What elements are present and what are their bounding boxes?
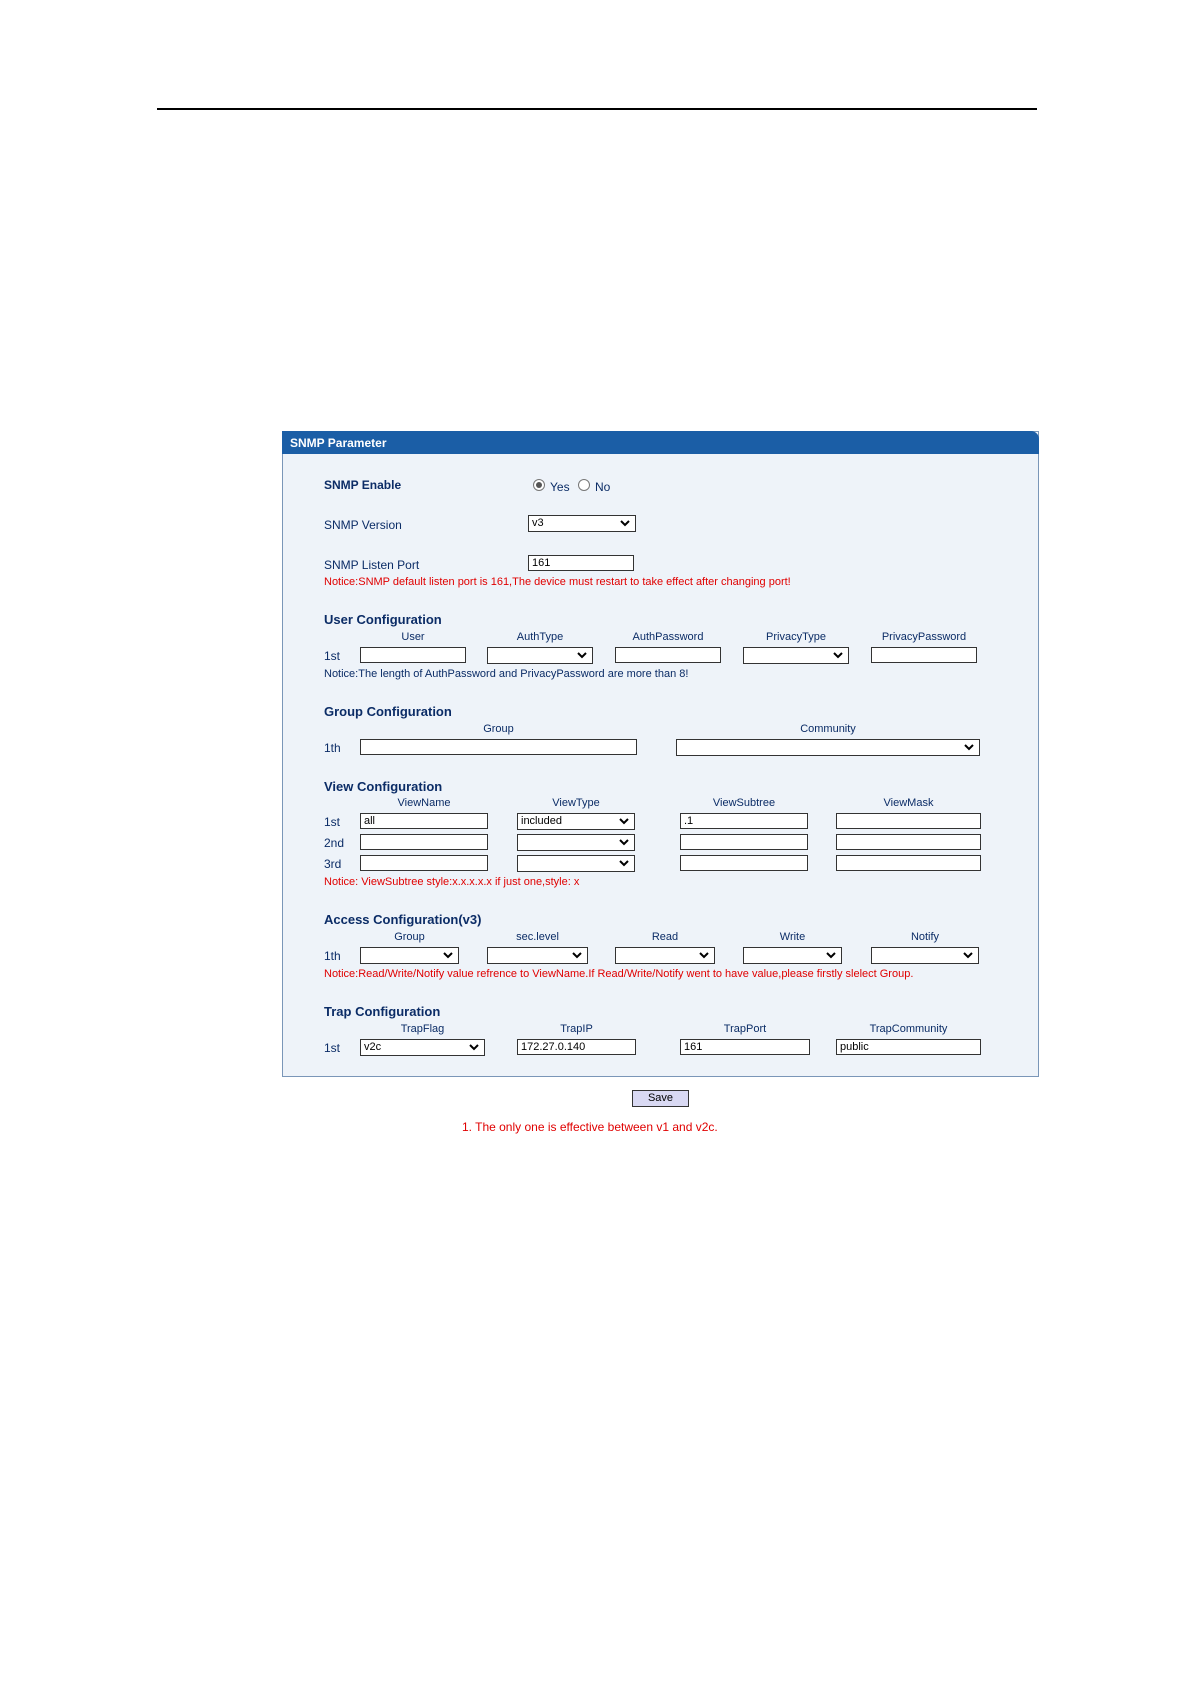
panel-title: SNMP Parameter — [290, 436, 387, 450]
chevron-down-icon — [576, 649, 588, 661]
read-select[interactable] — [615, 947, 715, 964]
access-config-notice: Notice:Read/Write/Notify value refrence to ViewName.If Read/Write/Notify went to have value,please firstly slelect Group. — [324, 968, 914, 980]
view-row-label: 3rd — [324, 857, 342, 871]
seclevel-header: sec.level — [516, 931, 559, 943]
viewname-input[interactable] — [360, 855, 488, 871]
access-row-label: 1th — [324, 949, 341, 963]
viewsubtree-input[interactable]: .1 — [680, 813, 808, 829]
chevron-down-icon — [571, 949, 583, 961]
privacytype-header: PrivacyType — [766, 631, 826, 643]
privacypassword-header: PrivacyPassword — [881, 631, 967, 643]
trapcommunity-input[interactable]: public — [836, 1039, 981, 1055]
snmp-version-select[interactable] — [528, 515, 636, 532]
panel-header — [282, 431, 1039, 454]
listen-port-label: SNMP Listen Port — [324, 558, 420, 572]
write-select[interactable] — [743, 947, 842, 964]
user-row-label: 1st — [324, 649, 341, 663]
listen-port-input[interactable]: 161 — [528, 555, 634, 571]
viewmask-header: ViewMask — [883, 797, 934, 809]
trap-config-title: Trap Configuration — [324, 1004, 441, 1019]
authtype-select[interactable] — [487, 647, 593, 664]
viewsubtree-header: ViewSubtree — [712, 797, 776, 809]
viewmask-input[interactable] — [836, 834, 981, 850]
viewsubtree-input[interactable] — [680, 855, 808, 871]
page-top-rule — [157, 108, 1037, 110]
user-input[interactable] — [360, 647, 466, 663]
notify-select[interactable] — [871, 947, 979, 964]
group-input[interactable] — [360, 739, 637, 755]
snmp-version-label: SNMP Version — [324, 518, 402, 532]
authpassword-header: AuthPassword — [632, 631, 704, 643]
community-header: Community — [800, 723, 856, 735]
viewtype-value: included — [521, 815, 562, 827]
snmp-enable-yes-label: Yes — [550, 480, 570, 494]
chevron-down-icon — [698, 949, 710, 961]
trapport-header: TrapPort — [723, 1023, 767, 1035]
viewmask-input[interactable] — [836, 813, 981, 829]
save-button[interactable]: Save — [632, 1090, 689, 1107]
user-config-title: User Configuration — [324, 612, 442, 627]
view-config-title: View Configuration — [324, 779, 443, 794]
snmp-enable-yes-radio[interactable] — [533, 479, 545, 491]
user-config-notice: Notice:The length of AuthPassword and PrivacyPassword are more than 8! — [324, 668, 689, 680]
chevron-down-icon — [442, 949, 454, 961]
privacypassword-input[interactable] — [871, 647, 977, 663]
view-row-label: 2nd — [324, 836, 345, 850]
view-row-label: 1st — [324, 815, 341, 829]
read-header: Read — [651, 931, 679, 943]
viewtype-select[interactable] — [517, 834, 635, 851]
viewname-header: ViewName — [397, 797, 451, 809]
access-group-select[interactable] — [360, 947, 459, 964]
user-header: User — [401, 631, 425, 643]
trapflag-header: TrapFlag — [400, 1023, 445, 1035]
viewtype-select[interactable] — [517, 813, 635, 830]
trap-row-label: 1st — [324, 1041, 341, 1055]
chevron-down-icon — [618, 815, 630, 827]
viewsubtree-input[interactable] — [680, 834, 808, 850]
access-config-title: Access Configuration(v3) — [324, 912, 482, 927]
chevron-down-icon — [618, 836, 630, 848]
chevron-down-icon — [963, 741, 975, 753]
view-config-notice: Notice: ViewSubtree style:x.x.x.x.x if just one,style: x — [324, 876, 580, 888]
footnote: 1. The only one is effective between v1 and v2c. — [462, 1120, 718, 1134]
group-config-title: Group Configuration — [324, 704, 452, 719]
privacytype-select[interactable] — [743, 647, 849, 664]
chevron-down-icon — [825, 949, 837, 961]
snmp-version-value: v3 — [532, 517, 544, 529]
trapcommunity-header: TrapCommunity — [869, 1023, 948, 1035]
snmp-enable-no-label: No — [595, 480, 611, 494]
snmp-enable-no-radio[interactable] — [578, 479, 590, 491]
viewname-input[interactable] — [360, 834, 488, 850]
viewtype-header: ViewType — [552, 797, 600, 809]
chevron-down-icon — [962, 949, 974, 961]
write-header: Write — [779, 931, 806, 943]
viewmask-input[interactable] — [836, 855, 981, 871]
access-group-header: Group — [394, 931, 425, 943]
chevron-down-icon — [619, 517, 631, 529]
seclevel-select[interactable] — [487, 947, 588, 964]
authtype-header: AuthType — [516, 631, 564, 643]
viewtype-select[interactable] — [517, 855, 635, 872]
trapip-input[interactable]: 172.27.0.140 — [517, 1039, 636, 1055]
chevron-down-icon — [618, 857, 630, 869]
notify-header: Notify — [910, 931, 940, 943]
viewname-input[interactable]: all — [360, 813, 488, 829]
listen-port-notice: Notice:SNMP default listen port is 161,The device must restart to take effect after changing port! — [324, 576, 791, 588]
community-select[interactable] — [676, 739, 980, 756]
trapip-header: TrapIP — [560, 1023, 593, 1035]
snmp-enable-label: SNMP Enable — [324, 478, 402, 492]
trapflag-value: v2c — [364, 1041, 382, 1053]
group-row-label: 1th — [324, 741, 341, 755]
group-header: Group — [483, 723, 514, 735]
trapflag-select[interactable] — [360, 1039, 485, 1056]
chevron-down-icon — [468, 1041, 480, 1053]
chevron-down-icon — [832, 649, 844, 661]
trapport-input[interactable]: 161 — [680, 1039, 810, 1055]
authpassword-input[interactable] — [615, 647, 721, 663]
